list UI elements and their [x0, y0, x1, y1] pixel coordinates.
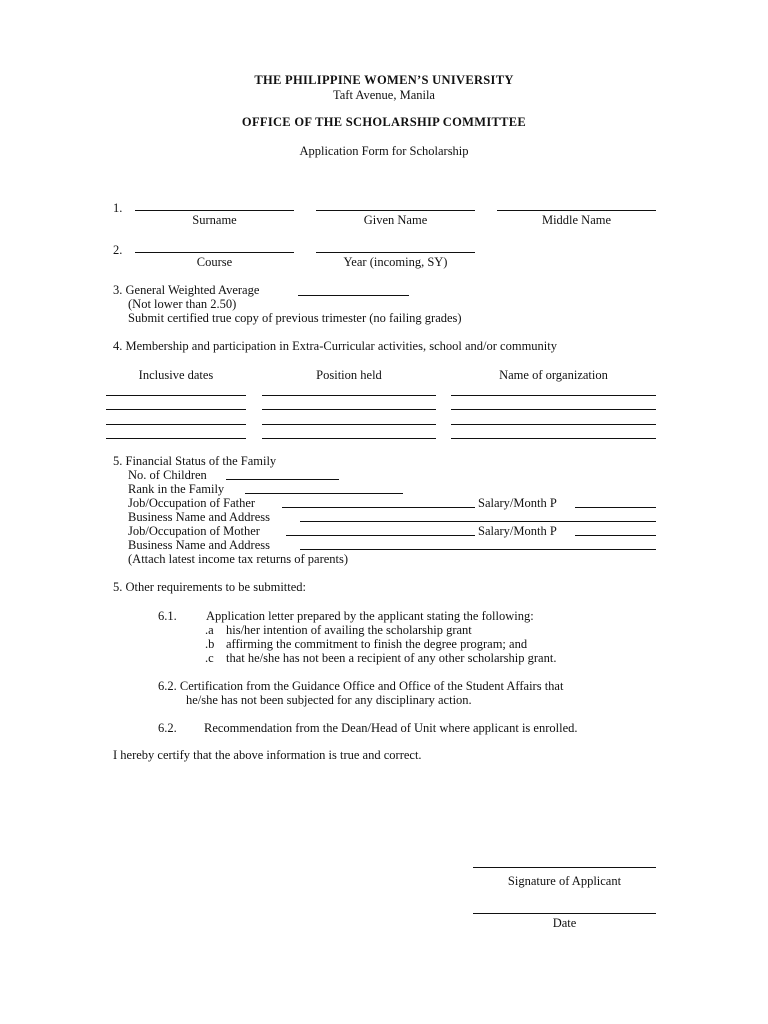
req-c-key: .c [205, 651, 214, 665]
req-6-2-certification-line1: 6.2. Certification from the Guidance Office and Office of the Student Affairs that [158, 679, 564, 693]
children-field[interactable] [226, 479, 339, 480]
req-a-key: .a [205, 623, 214, 637]
req-b-text: affirming the commitment to finish the degree program; and [226, 637, 528, 651]
given-name-caption: Given Name [363, 213, 428, 227]
office-title: OFFICE OF THE SCHOLARSHIP COMMITTEE [241, 115, 527, 129]
activity-dates-field[interactable] [106, 438, 246, 439]
item1-number: 1. [113, 201, 123, 215]
req-6-2b-number: 6.2. [158, 721, 177, 735]
req-6-2-certification-line2: he/she has not been subjected for any disciplinary action. [186, 693, 472, 707]
activity-position-field[interactable] [262, 395, 436, 396]
gwa-label: 3. General Weighted Average [113, 283, 260, 297]
activity-dates-field[interactable] [106, 409, 246, 410]
course-caption: Course [196, 255, 233, 269]
middle-name-field[interactable] [497, 210, 656, 211]
req-6-1-text: Application letter prepared by the applicant stating the following: [206, 609, 534, 623]
col-organization: Name of organization [499, 368, 608, 382]
mother-job-field[interactable] [286, 535, 475, 536]
surname-field[interactable] [135, 210, 294, 211]
given-name-field[interactable] [316, 210, 475, 211]
course-field[interactable] [135, 252, 294, 253]
father-salary-field[interactable] [575, 507, 656, 508]
extracurricular-label: 4. Membership and participation in Extra-Curricular activities, school and/or community [113, 339, 557, 353]
activity-position-field[interactable] [262, 424, 436, 425]
father-salary-label: Salary/Month P [478, 496, 557, 510]
rank-field[interactable] [245, 493, 403, 494]
university-address: Taft Avenue, Manila [333, 88, 435, 102]
req-b-key: .b [205, 637, 215, 651]
req-c-text: that he/she has not been a recipient of any other scholarship grant. [226, 651, 557, 665]
rank-label: Rank in the Family [128, 482, 225, 496]
father-business-field[interactable] [300, 521, 656, 522]
father-business-label: Business Name and Address [128, 510, 270, 524]
activity-dates-field[interactable] [106, 395, 246, 396]
mother-job-label: Job/Occupation of Mother [128, 524, 260, 538]
activity-org-field[interactable] [451, 438, 656, 439]
req-6-2b-text: Recommendation from the Dean/Head of Unit where applicant is enrolled. [204, 721, 578, 735]
surname-caption: Surname [192, 213, 237, 227]
item2-number: 2. [113, 243, 123, 257]
activity-position-field[interactable] [262, 438, 436, 439]
activity-dates-field[interactable] [106, 424, 246, 425]
mother-business-label: Business Name and Address [128, 538, 270, 552]
col-position-held: Position held [316, 368, 382, 382]
certification-statement: I hereby certify that the above information is true and correct. [113, 748, 422, 762]
gwa-note: (Not lower than 2.50) [128, 297, 237, 311]
attach-itr-note: (Attach latest income tax returns of parents) [128, 552, 349, 566]
activity-org-field[interactable] [451, 424, 656, 425]
year-field[interactable] [316, 252, 475, 253]
year-caption: Year (incoming, SY) [343, 255, 448, 269]
req-6-1-number: 6.1. [158, 609, 177, 623]
father-job-label: Job/Occupation of Father [128, 496, 256, 510]
date-field[interactable] [473, 913, 656, 914]
date-caption: Date [552, 916, 577, 930]
req-a-text: his/her intention of availing the scholarship grant [226, 623, 472, 637]
signature-field[interactable] [473, 867, 656, 868]
father-job-field[interactable] [282, 507, 475, 508]
activity-org-field[interactable] [451, 395, 656, 396]
middle-name-caption: Middle Name [541, 213, 612, 227]
activity-position-field[interactable] [262, 409, 436, 410]
signature-caption: Signature of Applicant [507, 874, 622, 888]
mother-business-field[interactable] [300, 549, 656, 550]
gwa-field[interactable] [298, 295, 409, 296]
col-inclusive-dates: Inclusive dates [138, 368, 214, 382]
requirements-label: 5. Other requirements to be submitted: [113, 580, 307, 594]
mother-salary-field[interactable] [575, 535, 656, 536]
form-title: Application Form for Scholarship [299, 144, 469, 158]
activity-org-field[interactable] [451, 409, 656, 410]
university-name: THE PHILIPPINE WOMEN’S UNIVERSITY [254, 73, 514, 87]
mother-salary-label: Salary/Month P [478, 524, 557, 538]
gwa-submit-note: Submit certified true copy of previous trimester (no failing grades) [128, 311, 462, 325]
children-label: No. of Children [128, 468, 207, 482]
financial-status-label: 5. Financial Status of the Family [113, 454, 277, 468]
